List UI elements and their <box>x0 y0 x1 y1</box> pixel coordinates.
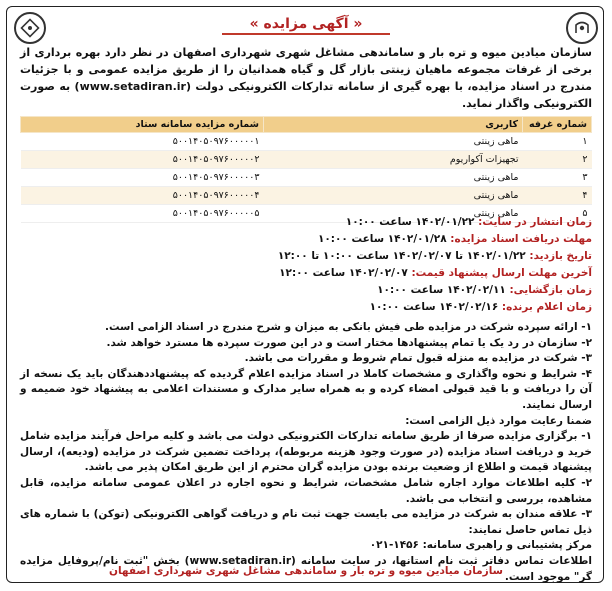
date-line <box>20 299 592 316</box>
date-line <box>20 214 592 231</box>
table-row <box>21 133 592 151</box>
date-value: ۱۴۰۲/۰۲/۰۷ ساعت ۱۲:۰۰ <box>279 267 408 279</box>
date-value: ۱۴۰۲/۰۲/۱۶ ساعت ۱۰:۰۰ <box>369 301 499 313</box>
col-usage: کاربری <box>264 117 523 133</box>
intro-paragraph: سازمان میادین میوه و تره بار و ساماندهی مشاغل شهری شهرداری اصفهان در نظر دارد بهره برداری از برخی از غرفات مجموعه ماهیان زینتی بازار گل و گیاه همدانیان را از طریق مزایده عمومی و با جزئیات مندرج در اسناد مزایده، با بهره گیری از سامانه تدارکات الکترونیکی دولت (www.setadiran.ir) به صورت الکترونیکی واگذار نماید. <box>20 46 592 110</box>
note-item: ۲- کلیه اطلاعات موارد اجاره شامل مشخصات، شرایط و نحوه اجاره در اعلان عمومی سامانه مزایده، قابل مشاهده، بررسی و انتخاب می باشد. <box>20 476 592 505</box>
booths-table <box>20 116 592 223</box>
auction-number: ۵۰۰۱۴۰۵۰۹۷۶۰۰۰۰۰۵ <box>21 205 264 223</box>
table-row <box>21 151 592 169</box>
ad-title: « آگهی مزایده » <box>0 13 612 35</box>
note-item: ۴- شرایط و نحوه واگذاری و مشخصات کاملا در اسناد مزایده اعلام گردیده که پیشنهاددهندگان باید یک نسخه از آن را دریافت و با قید قبولی امضاء کرده و به همراه سایر مدارک و مستندات اعلامی به پیشنهاد خود ضمیمه و ارسال نمایند. <box>20 367 592 411</box>
booth-usage: تجهیزات آکواریوم <box>264 151 523 169</box>
date-label: زمان اعلام برنده: <box>501 301 592 313</box>
note-item: اطلاعات تماس دفاتر ثبت نام استانها، در سایت سامانه (www.setadiran.ir) بخش "ثبت نام/پروفایل مزایده گر" موجود است. <box>20 554 592 583</box>
date-label: تاریخ بازدید: <box>529 250 592 262</box>
auction-number: ۵۰۰۱۴۰۵۰۹۷۶۰۰۰۰۰۲ <box>21 151 264 169</box>
date-line <box>20 231 592 248</box>
booth-number: ۵ <box>523 205 592 223</box>
booth-usage: ماهی زینتی <box>264 133 523 151</box>
booth-usage: ماهی زینتی <box>264 169 523 187</box>
conditions-block <box>20 320 592 585</box>
booth-number: ۱ <box>523 133 592 151</box>
date-label: زمان بازگشایی: <box>509 284 592 296</box>
booth-number: ۳ <box>523 169 592 187</box>
note-item: ۲- سازمان در رد یک یا تمام پیشنهادها مختار است و در این صورت سپرده ها مسترد خواهد شد. <box>106 336 592 349</box>
date-line <box>20 282 592 299</box>
col-booth-number: شماره غرفه <box>523 117 592 133</box>
note-item: ۱- برگزاری مزایده صرفا از طریق سامانه تدارکات الکترونیکی دولت می باشد و کلیه مراحل فرآیند مزایده شامل خرید و دریافت اسناد مزایده (در صورت وجود هزینه مربوطه)، پرداخت تضمین شرکت در مزایده (ودیعه)، ارسال پیشنهاد قیمت و اطلاع از وضعیت برنده بودن مزایده گران محترم از این طریق امکان پذیر می باشد. <box>20 430 592 474</box>
table-row <box>21 187 592 205</box>
note-item: مرکز پشتیبانی و راهبری سامانه: ۱۴۵۶-۰۲۱ <box>369 539 592 552</box>
auction-number: ۵۰۰۱۴۰۵۰۹۷۶۰۰۰۰۰۴ <box>21 187 264 205</box>
note-item: ۳- شرکت در مزایده به منزله قبول تمام شروط و مقررات می باشد. <box>244 352 592 365</box>
auction-number: ۵۰۰۱۴۰۵۰۹۷۶۰۰۰۰۰۳ <box>21 169 264 187</box>
booth-usage: ماهی زینتی <box>264 187 523 205</box>
date-value: ۱۴۰۲/۰۱/۲۸ ساعت ۱۰:۰۰ <box>317 233 447 245</box>
note-item: ۳- علاقه مندان به شرکت در مزایده می بایست جهت ثبت نام و دریافت گواهی الکترونیکی (توکن) با شماره های ذیل تماس حاصل نمایند: <box>20 508 592 536</box>
date-value: ۱۴۰۲/۰۱/۲۲ ساعت ۱۰:۰۰ <box>345 216 475 228</box>
booth-usage: ماهی زینتی <box>264 205 523 223</box>
date-label: مهلت دریافت اسناد مزایده: <box>450 233 592 245</box>
schedule-block <box>20 214 592 316</box>
table-row <box>21 169 592 187</box>
issuer-footer: سازمان میادین میوه و تره بار و ساماندهی مشاغل شهری شهرداری اصفهان <box>109 565 503 577</box>
date-label: زمان انتشار در سایت: <box>478 216 592 228</box>
note-item: ضمنا رعایت موارد ذیل الزامی است: <box>405 414 592 427</box>
date-label: آخرین مهلت ارسال پیشنهاد قیمت: <box>411 267 592 279</box>
booth-number: ۴ <box>523 187 592 205</box>
col-auction-number: شماره مزایده سامانه ستاد <box>21 117 264 133</box>
date-value: ۱۴۰۲/۰۲/۱۱ ساعت ۱۰:۰۰ <box>377 284 506 296</box>
date-value: ۱۴۰۲/۰۱/۲۲ تا ۱۴۰۲/۰۲/۰۷ ساعت ۱۰:۰۰ تا ۱۲:۰۰ <box>277 250 526 262</box>
date-line <box>20 248 592 265</box>
date-line <box>20 265 592 282</box>
auction-number: ۵۰۰۱۴۰۵۰۹۷۶۰۰۰۰۰۱ <box>21 133 264 151</box>
booth-number: ۲ <box>523 151 592 169</box>
table-header-row <box>21 117 592 133</box>
note-item: ۱- ارائه سپرده شرکت در مزایده طی فیش بانکی به میزان و شرح مندرج در اسناد الزامی است. <box>104 321 592 333</box>
